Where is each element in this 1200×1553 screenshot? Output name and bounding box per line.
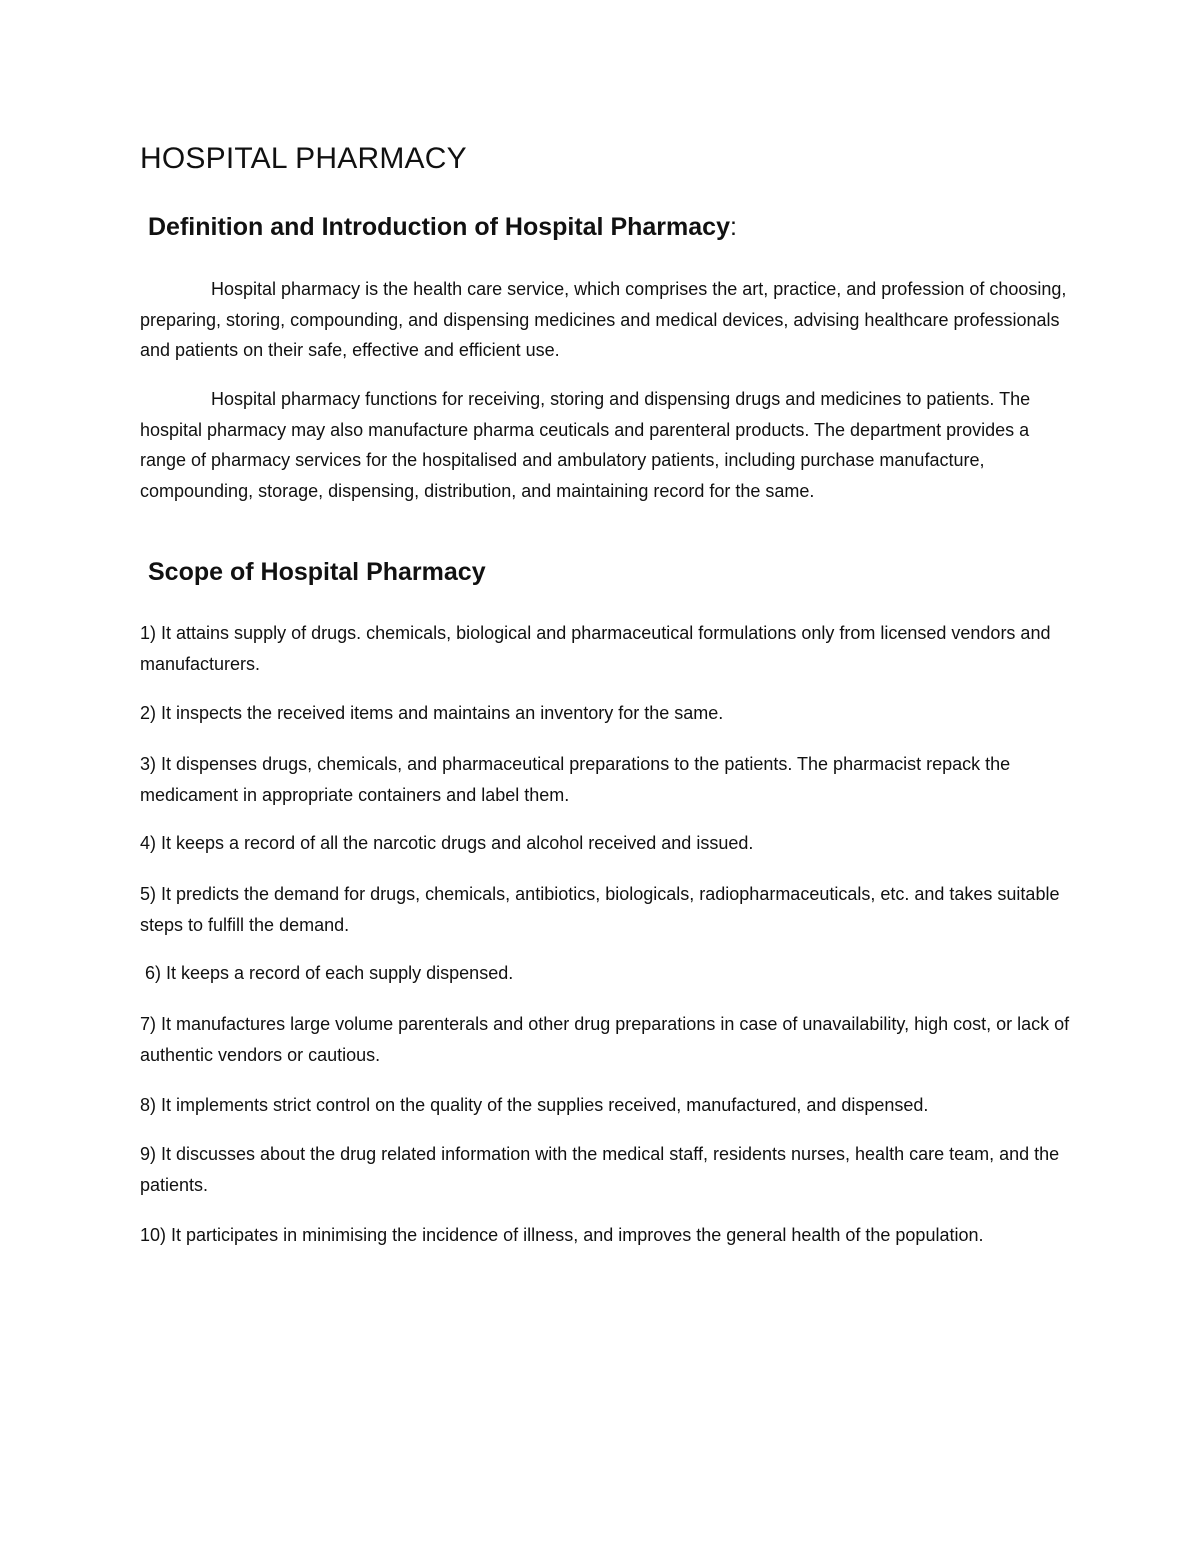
definition-paragraph-2: Hospital pharmacy functions for receiving, storing and dispensing drugs and medicines to patients. The hospital pharmacy may also manufacture pharma ceuticals and parenteral products. The department provides a range of pharmacy services for the hospitalised and ambulatory patients, including purchase manufacture, compounding, storage, dispensing, distribution, and maintaining record for the same.: [140, 389, 1031, 501]
scope-item-4: 4) It keeps a record of all the narcotic drugs and alcohol received and issued.: [140, 833, 754, 853]
scope-item-8: 8) It implements strict control on the quality of the supplies received, manufactured, and dispensed.: [140, 1095, 929, 1115]
definition-heading: [148, 213, 737, 242]
scope-item-3: 3) It dispenses drugs, chemicals, and pharmaceutical preparations to the patients. The pharmacist repack the medicament in appropriate containers and label them.: [140, 754, 1011, 805]
scope-item-7: 7) It manufactures large volume parenterals and other drug preparations in case of unavailability, high cost, or lack of authentic vendors or cautious.: [140, 1014, 1070, 1065]
document-title: HOSPITAL PHARMACY: [140, 142, 467, 175]
definition-heading-colon: :: [729, 213, 737, 241]
scope-item-9: 9) It discusses about the drug related information with the medical staff, residents nurses, health care team, and the patients.: [140, 1144, 1060, 1195]
scope-item-1: 1) It attains supply of drugs. chemicals, biological and pharmaceutical formulations only from licensed vendors and manufacturers.: [140, 623, 1051, 674]
scope-heading: Scope of Hospital Pharmacy: [148, 558, 486, 586]
scope-item-5: 5) It predicts the demand for drugs, chemicals, antibiotics, biologicals, radiopharmaceuticals, etc. and takes suitable steps to fulfill the demand.: [140, 884, 1060, 935]
scope-item-10: 10) It participates in minimising the incidence of illness, and improves the general health of the population.: [140, 1225, 984, 1245]
definition-heading-text: Definition and Introduction of Hospital Pharmacy: [148, 213, 730, 241]
definition-paragraph-1: Hospital pharmacy is the health care service, which comprises the art, practice, and profession of choosing, preparing, storing, compounding, and dispensing medicines and medical devices, advising healthcare professionals and patients on their safe, effective and efficient use.: [140, 279, 1067, 360]
scope-item-2: 2) It inspects the received items and maintains an inventory for the same.: [140, 703, 724, 723]
scope-item-6: 6) It keeps a record of each supply dispensed.: [140, 963, 514, 983]
